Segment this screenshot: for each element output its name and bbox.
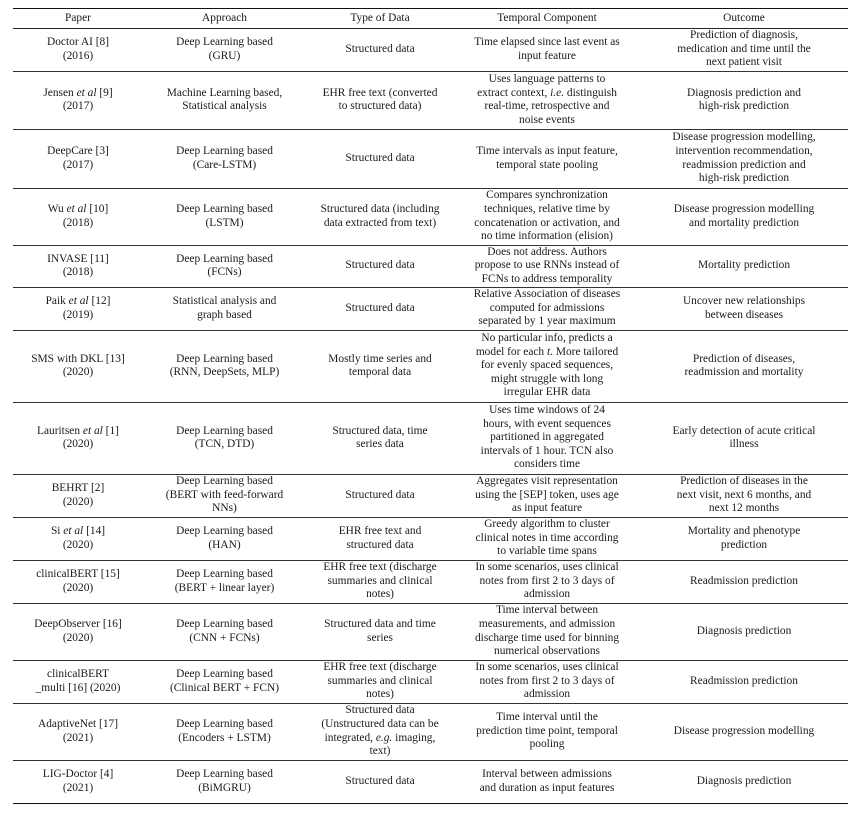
temporal-component-cell-text: Greedy algorithm to cluster clinical notes in time according to variable time spans: [475, 518, 619, 558]
outcome-cell: [640, 660, 848, 703]
paper-cell-text: clinicalBERT [15] (2020): [36, 568, 120, 594]
outcome-cell-text: Mortality and phenotype prediction: [687, 525, 801, 551]
paper-cell-text: LIG-Doctor [4] (2021): [42, 768, 114, 794]
approach-cell-text: Machine Learning based, Statistical analysis: [166, 86, 283, 113]
type-of-data-cell: [306, 603, 454, 660]
type-of-data-cell-text: Structured data, time series data: [332, 424, 428, 451]
temporal-component-cell: [454, 28, 640, 71]
type-of-data-cell-text: Structured data: [345, 42, 415, 55]
table-row: [13, 660, 848, 703]
approach-cell-text: Deep Learning based (HAN): [176, 525, 273, 551]
approach-cell: [143, 28, 306, 71]
type-of-data-cell: [306, 560, 454, 603]
outcome-cell: [640, 245, 848, 287]
outcome-cell: [640, 402, 848, 474]
comparison-table: [13, 8, 848, 804]
type-of-data-cell: [306, 330, 454, 402]
outcome-cell: [640, 330, 848, 402]
header-row: [13, 9, 848, 29]
approach-cell: [143, 517, 306, 560]
paper-cell: [13, 330, 143, 402]
temporal-component-cell-text: Time elapsed since last event as input feature: [474, 36, 620, 62]
outcome-cell-text: Disease progression modelling and mortality prediction: [673, 203, 815, 229]
temporal-component-cell-text: Time interval until the prediction time point, temporal pooling: [476, 711, 618, 751]
outcome-cell-text: Prediction of diseases, readmission and mortality: [684, 352, 804, 379]
table-row: [13, 188, 848, 245]
paper-cell-text: Doctor AI [8] (2016): [47, 36, 109, 62]
type-of-data-cell-text: EHR free text (converted to structured data): [322, 86, 438, 113]
type-of-data-cell: [306, 760, 454, 803]
paper-cell: [13, 245, 143, 287]
paper-cell-text: BEHRT [2] (2020): [51, 482, 105, 508]
approach-cell: [143, 287, 306, 330]
paper-cell: [13, 129, 143, 188]
outcome-cell: [640, 287, 848, 330]
temporal-component-cell: [454, 560, 640, 603]
table-row: [13, 517, 848, 560]
type-of-data-cell-text: Structured data (Unstructured data can be integrated, e.g. imaging, text): [321, 704, 439, 758]
table-row: [13, 703, 848, 760]
temporal-component-cell: [454, 245, 640, 287]
table-header: [13, 9, 848, 29]
type-of-data-cell-text: Structured data: [345, 259, 415, 272]
paper-cell-text: Lauritsen et al [1] (2020): [37, 424, 119, 451]
approach-cell: [143, 560, 306, 603]
approach-cell: [143, 129, 306, 188]
paper-cell-text: DeepObserver [16] (2020): [34, 618, 122, 644]
approach-cell-text: Deep Learning based (RNN, DeepSets, MLP): [169, 352, 280, 379]
paper-cell: [13, 188, 143, 245]
temporal-component-cell: [454, 703, 640, 760]
paper-cell: [13, 760, 143, 803]
table-row: [13, 560, 848, 603]
header-type-of-data: Type of Data: [306, 9, 454, 29]
table-row: [13, 129, 848, 188]
outcome-cell-text: Disease progression modelling: [673, 724, 815, 737]
type-of-data-cell: [306, 28, 454, 71]
temporal-component-cell-text: Uses language patterns to extract context, i.e. distinguish real-time, retrospective and noise events: [477, 72, 617, 126]
temporal-component-cell-text: Interval between admissions and duration as input features: [479, 768, 615, 794]
paper-cell: [13, 28, 143, 71]
approach-cell-text: Deep Learning based (FCNs): [176, 252, 273, 279]
approach-cell-text: Deep Learning based (CNN + FCNs): [176, 618, 273, 644]
approach-cell-text: Statistical analysis and graph based: [172, 295, 277, 321]
temporal-component-cell: [454, 760, 640, 803]
temporal-component-cell: [454, 517, 640, 560]
type-of-data-cell: [306, 129, 454, 188]
temporal-component-cell-text: Relative Association of diseases computed for admissions separated by 1 year maximum: [473, 288, 621, 328]
paper-cell: [13, 287, 143, 330]
paper-cell-text: SMS with DKL [13] (2020): [31, 352, 125, 379]
approach-cell: [143, 703, 306, 760]
outcome-cell: [640, 129, 848, 188]
table-row: [13, 28, 848, 71]
paper-cell-text: Si et al [14] (2020): [50, 525, 106, 551]
temporal-component-cell-text: Time intervals as input feature, temporal state pooling: [476, 145, 618, 171]
approach-cell: [143, 245, 306, 287]
paper-cell: [13, 517, 143, 560]
table-row: [13, 402, 848, 474]
temporal-component-cell-text: Time interval between measurements, and admission discharge time used for binning numerical observations: [474, 604, 620, 658]
type-of-data-cell-text: Structured data: [345, 301, 415, 314]
temporal-component-cell-text: No particular info, predicts a model for each t. More tailored for evenly spaced sequences, might struggle with long irregular EHR data: [475, 332, 619, 399]
type-of-data-cell-text: EHR free text (discharge summaries and clinical notes): [323, 661, 437, 701]
approach-cell: [143, 402, 306, 474]
paper-cell: [13, 660, 143, 703]
type-of-data-cell: [306, 71, 454, 129]
paper-cell: [13, 474, 143, 517]
outcome-cell: [640, 703, 848, 760]
outcome-cell: [640, 474, 848, 517]
approach-cell: [143, 188, 306, 245]
header-outcome: Outcome: [640, 9, 848, 29]
outcome-cell-text: Prediction of diagnosis, medication and time until the next patient visit: [677, 29, 811, 69]
paper-cell-text: Wu et al [10] (2018): [47, 203, 109, 229]
paper-cell-text: DeepCare [3] (2017): [47, 145, 109, 171]
type-of-data-cell: [306, 703, 454, 760]
paper-cell-text: clinicalBERT _multi [16] (2020): [35, 668, 121, 694]
type-of-data-cell-text: Structured data: [345, 151, 415, 164]
outcome-cell: [640, 188, 848, 245]
table-row: [13, 245, 848, 287]
temporal-component-cell-text: Does not address. Authors propose to use RNNs instead of FCNs to address temporality: [474, 245, 620, 285]
paper-cell-text: INVASE [11] (2018): [47, 252, 109, 279]
outcome-cell: [640, 71, 848, 129]
paper-table-container: [13, 8, 848, 804]
paper-cell: [13, 71, 143, 129]
type-of-data-cell-text: Mostly time series and temporal data: [328, 352, 432, 379]
outcome-cell: [640, 517, 848, 560]
temporal-component-cell-text: In some scenarios, uses clinical notes from first 2 to 3 days of admission: [475, 661, 619, 701]
outcome-cell-text: Prediction of diseases in the next visit, next 6 months, and next 12 months: [676, 475, 812, 515]
paper-cell-text: Jensen et al [9] (2017): [43, 86, 113, 113]
type-of-data-cell-text: Structured data: [345, 774, 415, 787]
header-paper: Paper: [13, 9, 143, 29]
approach-cell: [143, 660, 306, 703]
table-row: [13, 760, 848, 803]
type-of-data-cell: [306, 188, 454, 245]
outcome-cell: [640, 28, 848, 71]
outcome-cell-text: Early detection of acute critical illness: [672, 424, 816, 451]
header-temporal-component: Temporal Component: [454, 9, 640, 29]
approach-cell: [143, 474, 306, 517]
outcome-cell-text: Uncover new relationships between diseases: [682, 295, 806, 321]
approach-cell-text: Deep Learning based (Care-LSTM): [176, 145, 273, 171]
temporal-component-cell: [454, 474, 640, 517]
approach-cell-text: Deep Learning based (TCN, DTD): [176, 424, 273, 451]
table-row: [13, 474, 848, 517]
paper-cell: [13, 402, 143, 474]
outcome-cell: [640, 560, 848, 603]
type-of-data-cell: [306, 660, 454, 703]
paper-cell: [13, 703, 143, 760]
temporal-component-cell-text: Compares synchronization techniques, relative time by concatenation or activation, and no time information (elision): [474, 189, 620, 243]
approach-cell-text: Deep Learning based (BiMGRU): [176, 768, 273, 794]
outcome-cell-text: Readmission prediction: [690, 674, 798, 687]
temporal-component-cell-text: Uses time windows of 24 hours, with event sequences partitioned in aggregated intervals of 1 hour. TCN also considers time: [480, 404, 614, 471]
temporal-component-cell: [454, 129, 640, 188]
outcome-cell: [640, 603, 848, 660]
approach-cell-text: Deep Learning based (GRU): [176, 36, 273, 62]
paper-cell: [13, 560, 143, 603]
type-of-data-cell-text: Structured data (including data extracted from text): [320, 203, 440, 229]
type-of-data-cell: [306, 245, 454, 287]
type-of-data-cell-text: EHR free text (discharge summaries and clinical notes): [323, 561, 437, 601]
paper-cell: [13, 603, 143, 660]
approach-cell-text: Deep Learning based (Encoders + LSTM): [176, 718, 273, 744]
type-of-data-cell-text: EHR free text and structured data: [338, 525, 422, 551]
type-of-data-cell: [306, 287, 454, 330]
temporal-component-cell: [454, 330, 640, 402]
approach-cell-text: Deep Learning based (Clinical BERT + FCN): [170, 668, 279, 694]
temporal-component-cell-text: In some scenarios, uses clinical notes from first 2 to 3 days of admission: [475, 561, 619, 601]
approach-cell: [143, 603, 306, 660]
outcome-cell-text: Diagnosis prediction: [696, 774, 792, 787]
temporal-component-cell: [454, 603, 640, 660]
outcome-cell-text: Readmission prediction: [690, 574, 798, 587]
approach-cell: [143, 330, 306, 402]
table-row: [13, 330, 848, 402]
approach-cell-text: Deep Learning based (BERT + linear layer): [174, 568, 275, 594]
approach-cell-text: Deep Learning based (BERT with feed-forward NNs): [165, 475, 284, 515]
outcome-cell-text: Disease progression modelling, intervention recommendation, readmission prediction and high-risk prediction: [672, 131, 816, 185]
temporal-component-cell: [454, 287, 640, 330]
outcome-cell-text: Diagnosis prediction and high-risk prediction: [687, 86, 801, 113]
type-of-data-cell: [306, 517, 454, 560]
approach-cell-text: Deep Learning based (LSTM): [176, 203, 273, 229]
header-approach: Approach: [143, 9, 306, 29]
outcome-cell-text: Mortality prediction: [697, 259, 791, 272]
table-row: [13, 71, 848, 129]
paper-cell-text: Paik et al [12] (2019): [45, 295, 111, 321]
temporal-component-cell: [454, 660, 640, 703]
temporal-component-cell: [454, 188, 640, 245]
approach-cell: [143, 760, 306, 803]
type-of-data-cell-text: Structured data and time series: [324, 618, 436, 644]
type-of-data-cell: [306, 402, 454, 474]
temporal-component-cell: [454, 71, 640, 129]
temporal-component-cell: [454, 402, 640, 474]
table-row: [13, 603, 848, 660]
approach-cell: [143, 71, 306, 129]
table-body: [13, 28, 848, 803]
outcome-cell: [640, 760, 848, 803]
table-row: [13, 287, 848, 330]
temporal-component-cell-text: Aggregates visit representation using the [SEP] token, uses age as input feature: [475, 475, 619, 515]
type-of-data-cell-text: Structured data: [345, 488, 415, 501]
paper-cell-text: AdaptiveNet [17] (2021): [37, 718, 119, 744]
outcome-cell-text: Diagnosis prediction: [696, 624, 792, 637]
type-of-data-cell: [306, 474, 454, 517]
